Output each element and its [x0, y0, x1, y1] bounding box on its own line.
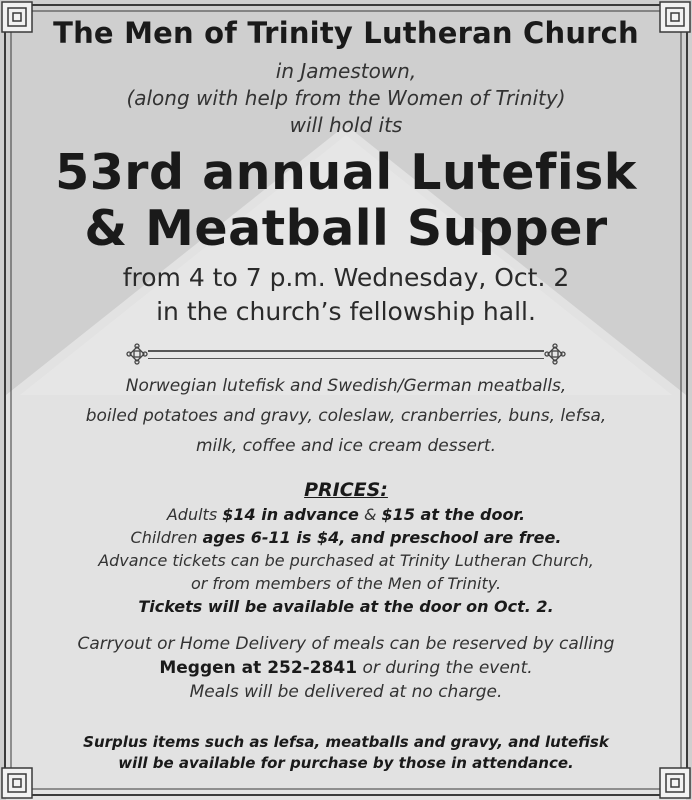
carryout-line-2-rest: or during the event. [362, 658, 533, 678]
menu-line-1: Norwegian lutefisk and Swedish/German meatballs, [125, 376, 567, 396]
prices-heading: PRICES: [304, 479, 388, 501]
event-location: in the church’s fellowship hall. [156, 297, 536, 326]
carryout-line-2 [12, 656, 680, 680]
event-time: from 4 to 7 p.m. Wednesday, Oct. 2 [122, 263, 570, 292]
adults-advance-price: $14 in advance [222, 505, 359, 524]
event-headline-line-1: 53rd annual Lutefisk [55, 144, 637, 201]
advance-tickets-line-2: or from members of the Men of Trinity. [190, 574, 502, 593]
surplus-note [12, 732, 680, 774]
advance-tickets-line-1: Advance tickets can be purchased at Trinity Lutheran Church, [98, 551, 594, 570]
adults-label: Adults [166, 505, 218, 524]
carryout-line-1: Carryout or Home Delivery of meals can be reserved by calling [77, 634, 615, 654]
knot-ornament-icon [126, 343, 148, 365]
flyer-content [12, 0, 680, 774]
ornament-divider [126, 343, 566, 365]
adult-price-line [12, 503, 680, 526]
event-headline-line-2: & Meatball Supper [84, 200, 608, 257]
carryout-contact: Meggen at 252-2841 [159, 658, 358, 678]
children-label: Children [130, 528, 198, 547]
surplus-line-2: will be available for purchase by those in attendance. [118, 754, 574, 772]
adults-door-price: $15 at the door. [381, 505, 526, 524]
children-price-line [12, 526, 680, 549]
menu-line-3: milk, coffee and ice cream dessert. [196, 436, 496, 456]
knot-ornament-icon [544, 343, 566, 365]
intro-line-2: (along with help from the Women of Trinity) [126, 86, 566, 110]
intro-line-3: will hold its [289, 113, 403, 137]
flyer-title: The Men of Trinity Lutheran Church [53, 16, 639, 50]
menu-line-2: boiled potatoes and gravy, coleslaw, cranberries, buns, lefsa, [85, 406, 607, 426]
children-price: ages 6-11 is $4, and preschool are free. [202, 528, 562, 547]
intro-line-1: in Jamestown, [275, 59, 417, 83]
door-tickets-note: Tickets will be available at the door on Oct. 2. [138, 597, 554, 616]
surplus-line-1: Surplus items such as lefsa, meatballs and gravy, and lutefisk [83, 733, 609, 751]
adults-and: & [363, 505, 377, 524]
carryout-line-3: Meals will be delivered at no charge. [189, 682, 503, 702]
